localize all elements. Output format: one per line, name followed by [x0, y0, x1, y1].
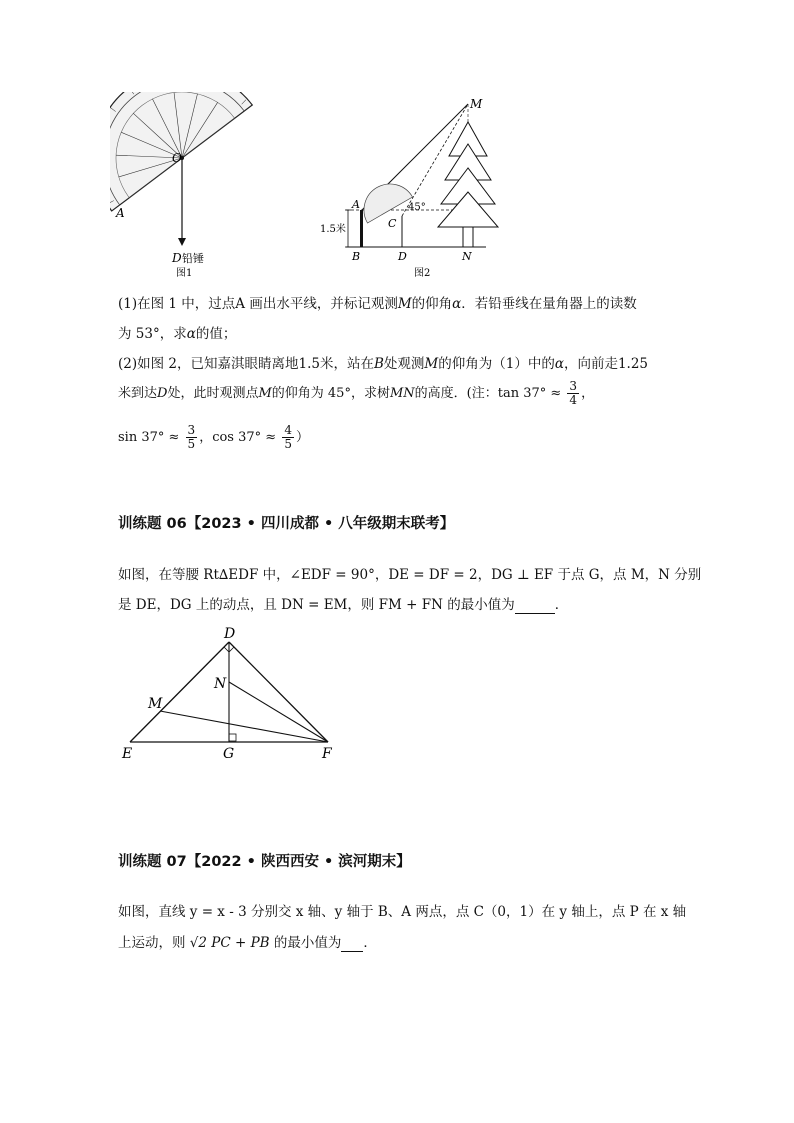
fig1-plumb-text: 铅锤: [182, 252, 204, 265]
fig1-label-d: D: [172, 251, 182, 265]
fig2-label-a: A: [352, 198, 360, 211]
fig1-caption: 图1: [176, 268, 193, 279]
fig2-label-c: C: [388, 217, 397, 230]
fig2-angle-label: 45°: [408, 202, 426, 213]
problem-06-line-2: 是 DE，DG 上的动点，且 DN = EM，则 FM + FN 的最小值为 ．: [118, 597, 569, 613]
problem-06-heading: 训练题 06【2023 • 四川成都 • 八年级期末联考】: [118, 516, 455, 532]
fig06-label-g: G: [223, 746, 235, 762]
fraction-3-4: $\frac{3}{4}$: [569, 379, 578, 407]
fig2-caption: 图2: [414, 268, 431, 279]
problem-07-line-1: 如图，直线 y = x - 3 分别交 x 轴、y 轴于 B、A 两点，点 C（0，1）在 y 轴上，点 P 在 x 轴: [118, 904, 687, 920]
fraction-3-5: $\frac{3}{5}$: [187, 423, 196, 451]
problem-06-line-1: 如图，在等腰 Rt∆EDF 中，∠EDF = 90°，DE = DF = 2，DG ⊥ EF 于点 G，点 M，N 分别: [118, 567, 702, 583]
fig06-label-f: F: [322, 746, 332, 762]
question-1-line-2: 为 53°，求α的值；: [118, 326, 237, 342]
problem-07-heading: 训练题 07【2022 • 陕西西安 • 滨河期末】: [118, 854, 411, 870]
fig2-label-m: M: [470, 97, 483, 111]
answer-blank-07[interactable]: [341, 935, 363, 952]
fig06-label-d: D: [224, 626, 236, 642]
fig2-height-label: 1.5米: [320, 224, 346, 235]
fig06-label-e: E: [122, 746, 133, 762]
fig06-label-n: N: [214, 676, 227, 692]
fraction-4-5: $\frac{4}{5}$: [284, 423, 292, 451]
fig2-label-d: D: [398, 250, 407, 263]
question-2-line-3: sin 37° ≈ $\frac{3}{5}$ ，cos 37° ≈ $\frac{4}{5}$ ）: [118, 423, 309, 451]
fig1-label-a: A: [116, 206, 125, 220]
question-2-line-1: (2)如图 2，已知嘉淇眼睛离地1.5米，站在B处观测M的仰角为（1）中的α，向前走1.25: [118, 356, 649, 372]
question-1-line-1: (1)在图 1 中，过点A 画出水平线，并标记观测M的仰角α．若铅垂线在量角器上的读数: [118, 296, 637, 312]
fig2-label-b: B: [352, 250, 361, 263]
problem-06-figure: [110, 622, 350, 762]
figure-2-tree: [318, 92, 518, 282]
question-2-line-2: 米到达D处，此时观测点M的仰角为 45°，求树MN的高度．(注：tan 37° ≈ $\frac{3}{4}$ ，: [118, 379, 595, 407]
fig06-label-m: M: [148, 696, 163, 712]
answer-blank[interactable]: [515, 597, 555, 614]
figure-1-protractor: [110, 92, 290, 282]
fig2-label-n: N: [462, 250, 472, 263]
problem-07-line-2: 上运动，则 √2 PC + PB 的最小值为 ．: [118, 935, 377, 951]
fig1-label-o: O: [172, 151, 182, 165]
